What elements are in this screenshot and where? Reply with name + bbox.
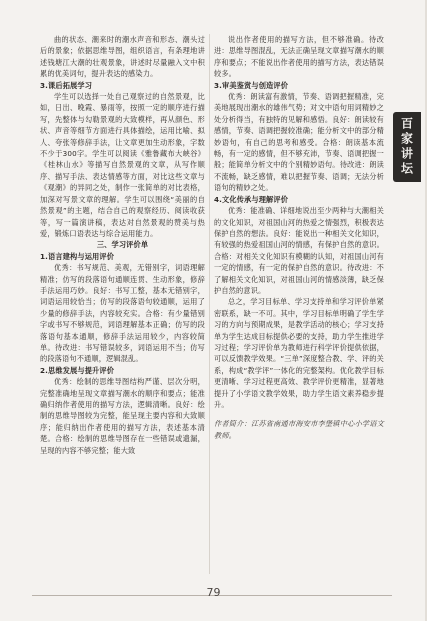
- left-column: [40, 34, 205, 456]
- section-heading: 3.审美鉴赏与创造评价: [214, 80, 289, 90]
- column-divider: [209, 34, 210, 574]
- paragraph: 优秀：绘制的思维导图结构严谨、层次分明，完整准确地呈现文章描写潮水的顺序和要点；能准确归纳作者使用的描写方法，逻辑清晰。良好：绘制的思维导图较为完整，能呈现主要内容和大致顺序；能归纳出作者使用的描写方法，表述基本清楚。合格：绘制的思维导图存在一些错误或遗漏，呈现的内容不够完整；能大致: [40, 377, 205, 455]
- paragraph: 优秀：书写规范、美观，无错别字，词语理解精准；仿写的段落语句通顺连贯、生动形象，修辞手法运用巧妙。良好：书写工整，基本无错别字，词语运用较恰当；仿写的段落语句较通顺，运用了少量的修辞手法，内容较充实。合格：有少量错别字或书写不够规范，词语理解基本正确；仿写的段落语句基本通顺，修辞手法运用较少，内容较简单。待改进：书写错误较多，词语运用不当；仿写的段落语句不通顺，逻辑混乱。: [40, 263, 205, 364]
- section-heading: 1.语言建构与运用评价: [40, 251, 115, 261]
- paragraph: 优秀：朗读富有激情，节奏、语调把握精准，完美地展现出潮水的雄伟气势；对文中语句用词精妙之处分析得当，有独特的见解和感悟。良好：朗读较有感情，节奏、语调把握较准确；能分析文中的部分精妙语句，有自己的思考和感受。合格：朗读基本流畅，有一定的感情，但不够充沛，节奏、语调把握一般；能简单分析文中的个别精妙语句。待改进：朗读不流畅，缺乏感情，难以把握节奏、语调；无法分析语句的精妙之处。: [214, 92, 384, 193]
- paragraph: 学生可以选择一处自己观察过的自然景观，比如，日出、晚霞、暴雨等，按照一定的顺序进行描写，先整体与勾勒景观的大致模样，再从颜色、形状、声音等细节方面进行具体描绘，运用比喻、拟人、夸张等修辞手法，让文章更加生动形象，字数不少于300字。学生可以阅读《雅鲁藏布大峡谷》《桂林山水》等描写自然景观的文章，从写作顺序、描写手法、表达情感等方面，对比这些文章与《观潮》的异同之处，制作一张简单的对比表格，加深对写景文章的理解。学生可以围绕“美丽的自然景观”的主题，结合自己的观察经历、阅读收获等，写一篇演讲稿，表达对自然景观的赞美与热爱，锻炼口语表达与综合运用能力。: [40, 92, 205, 238]
- section-heading: 2.思维发展与提升评价: [40, 365, 115, 375]
- section-heading: 三、学习评价单: [96, 240, 149, 250]
- section-heading: 4.文化传承与理解评价: [214, 194, 289, 204]
- page-number: 79: [206, 586, 221, 599]
- section-heading: 3.课后拓展学习: [40, 80, 93, 90]
- paragraph: 曲的状态、潮来时的潮水声音和形态、潮头过后的景象；依据思维导图，组织语言，有条理地讲述钱塘江大潮的壮观景象，讲述时尽量融入文中积累的优美词句，提升表达的感染力。: [40, 35, 205, 79]
- paragraph: 说出作者使用的描写方法，但不够准确。待改进：思维导图混乱，无法正确呈现文章描写潮水的顺序和要点；不能说出作者使用的描写方法，表达错误较多。: [214, 35, 384, 79]
- author-note: 作者简介：江苏省南通市海安市李堡镇中心小学语文教师。: [214, 419, 384, 440]
- section-side-tab: 百家讲坛: [393, 112, 421, 182]
- paragraph: 优秀：能准确、详细地说出至少两种与大潮相关的文化知识，对祖国山河的热爱之情强烈，积极表达保护自然的想法。良好：能说出一种相关文化知识，有较强的热爱祖国山河的情感，有保护自然的意识。合格：对相关文化知识有模糊的认知，对祖国山河有一定的情感，有一定的保护自然的意识。待改进：不了解相关文化知识，对祖国山河的情感淡薄，缺乏保护自然的意识。: [214, 206, 384, 295]
- paragraph: 总之，学习目标单、学习支持单和学习评价单紧密联系，缺一不可。其中，学习目标单明确了学生学习的方向与预期成果，是教学活动的核心；学习支持单为学生达成目标提供必要的支持，助力学生推进学习过程；学习评价单为教师进行科学评价提供依据，可以反馈教学效果。“三单”深度整合教、学、评的关系，构成“教学评”一体化的完整架构。优化教学目标更清晰、学习过程更高效、教学评价更精准，显著地提升了小学语文教学效果，助力学生语文素养稳步提升。: [214, 297, 384, 409]
- right-column: [214, 34, 384, 441]
